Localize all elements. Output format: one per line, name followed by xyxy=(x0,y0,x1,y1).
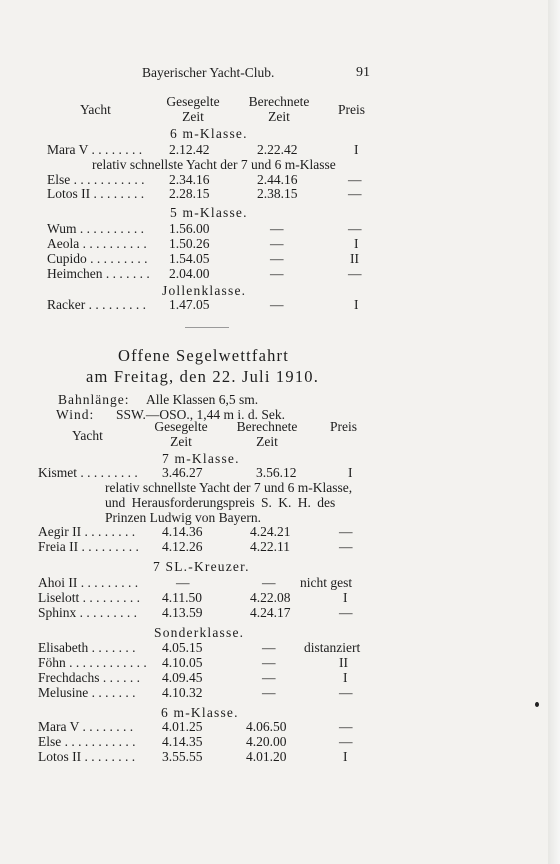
table-row: Kismet . . . . . . . . . 3.46.27 3.56.12 I xyxy=(38,465,353,480)
class-note: und Herausforderungspreis S. K. H. des xyxy=(105,495,336,510)
table-row: Mara V . . . . . . . . 4.01.25 4.06.50 — xyxy=(38,719,353,734)
col-prize: Preis xyxy=(338,102,365,117)
table-row: Racker . . . . . . . . . 1.47.05 — I xyxy=(47,297,359,312)
results-table-header xyxy=(0,419,548,451)
class-note: relativ schnellste Yacht der 7 und 6 m-Klasse xyxy=(92,157,336,172)
table-row: Melusine . . . . . . . 4.10.32 — — xyxy=(38,685,353,700)
col-calc-line2: Zeit xyxy=(256,434,278,449)
table-row: Else . . . . . . . . . . . 4.14.35 4.20.00 — xyxy=(38,734,353,749)
col-sailed-line1: Gesegelte xyxy=(166,94,220,109)
running-title: Bayerischer Yacht-Club. xyxy=(142,65,275,80)
col-calc-line2: Zeit xyxy=(268,109,290,124)
table-row: Aeola . . . . . . . . . . 1.50.26 — I xyxy=(47,236,359,251)
col-sailed-line2: Zeit xyxy=(182,109,204,124)
table-row: Lotos II . . . . . . . . 3.55.55 4.01.20 I xyxy=(38,749,348,764)
col-calc-time xyxy=(246,94,312,124)
results-table-header xyxy=(0,94,548,126)
table-row: Freia II . . . . . . . . . 4.12.26 4.22.11 — xyxy=(38,539,353,554)
page-number: 91 xyxy=(356,65,370,80)
col-yacht: Yacht xyxy=(72,428,103,443)
table-row: Frechdachs . . . . . . 4.09.45 — I xyxy=(38,670,348,685)
wind-info: Wind: SSW.—OSO., 1,44 m i. d. Sek. xyxy=(56,407,286,422)
table-row: Wum . . . . . . . . . . 1.56.00 — — xyxy=(47,221,362,236)
page-edge xyxy=(548,0,560,864)
class-heading: 7 m-Klasse. xyxy=(162,451,240,466)
col-calc-time xyxy=(234,419,300,449)
table-row: Heimchen . . . . . . . 2.04.00 — — xyxy=(47,266,362,281)
table-row: Elisabeth . . . . . . . 4.05.15 — distanziert xyxy=(38,640,361,655)
section-separator xyxy=(185,327,229,328)
col-prize: Preis xyxy=(330,419,357,434)
class-note: Prinzen Ludwig von Bayern. xyxy=(105,510,261,525)
table-row: Lotos II . . . . . . . . 2.28.15 2.38.15 — xyxy=(47,186,362,201)
col-calc-line1: Berechnete xyxy=(236,419,298,434)
class-heading: 7 SL.-Kreuzer. xyxy=(153,559,250,574)
table-row: Else . . . . . . . . . . . 2.34.16 2.44.16 — xyxy=(47,172,362,187)
print-speck xyxy=(535,702,539,707)
col-calc-line1: Berechnete xyxy=(248,94,310,109)
document-page: Bayerischer Yacht-Club. 91 Yacht Gesegelte Zeit Berechnete Zeit Preis 6 m-Klasse. Mara V . . . . . . . . 2.12.42 2.22.42 I relativ schnellste Yacht der 7 und 6 m-Klasse Else . . . . . . . . . . . 2.34.16 2.44.16 — Lotos II . . . . . . . . 2.28.15 2.38.15 — 5 m-Klasse. Wum . . . . . . . . . . 1.56.00 — — Aeola . . . . . . . . . . 1.50.26 — I Cupido . . . . . . . . . 1.54.05 — II Heimchen . . . . . . . 2.04.00 — — Jollenklasse. Racker . . . . . . . . . 1.47.05 — I Offene Segelwettfahrt am Freitag, den 22. Juli 1910. Bahnlänge: Alle Klassen 6,5 sm. Wind: SSW.—OSO., 1,44 m i. d. Sek. Yacht Gesegelte Zeit Berechnete Zeit Preis 7 m-Klasse. Kismet . . . . . . . . . 3.46.27 3.56.12 I relativ schnellste Yacht der 7 und 6 m-Klasse, und Herausforderungspreis S. K. H. des Prinzen Ludwig von Bayern. Aegir II . . . . . . . . 4.14.36 4.24.21 — Freia II . . . . . . . . . 4.12.26 4.22.11 — 7 SL.-Kreuzer. Ahoi II . . . . . . . . . — — nicht gest Liselott . . . . . . . . . 4.11.50 4.22.08 I Sphinx . . . . . . . . . 4.13.59 4.24.17 — Sonderklasse. Elisabeth . . . . . . . 4.05.15 — distanziert Föhn . . . . . . . . . . . . 4.10.05 — II Frechdachs . . . . . . 4.09.45 — I Melusine . . . . . . . 4.10.32 — — 6 m-Klasse. Mara V . . . . . . . . 4.01.25 4.06.50 — Else . . . . . . . . . . . 4.14.35 4.20.00 — Lotos II . . . . . . . . 3.55.55 4.01.20 I xyxy=(0,0,548,864)
table-row: Aegir II . . . . . . . . 4.14.36 4.24.21 — xyxy=(38,524,353,539)
class-heading: Jollenklasse. xyxy=(162,283,247,298)
table-row: Mara V . . . . . . . . 2.12.42 2.22.42 I xyxy=(47,142,359,157)
table-row: Sphinx . . . . . . . . . 4.13.59 4.24.17 — xyxy=(38,605,353,620)
col-sailed-time xyxy=(148,419,214,449)
table-row: Föhn . . . . . . . . . . . . 4.10.05 — II xyxy=(38,655,348,670)
class-heading: 6 m-Klasse. xyxy=(170,126,248,141)
course-length: Bahnlänge: Alle Klassen 6,5 sm. xyxy=(58,392,259,407)
col-sailed-time xyxy=(162,94,224,124)
col-yacht: Yacht xyxy=(80,102,111,117)
table-row: Ahoi II . . . . . . . . . — — nicht gest xyxy=(38,575,353,590)
col-sailed-line1: Gesegelte xyxy=(154,419,208,434)
class-note: relativ schnellste Yacht der 7 und 6 m-Klasse, xyxy=(105,480,353,495)
class-heading: Sonderklasse. xyxy=(154,625,245,640)
col-sailed-line2: Zeit xyxy=(170,434,192,449)
table-row: Liselott . . . . . . . . . 4.11.50 4.22.08 I xyxy=(38,590,348,605)
table-row: Cupido . . . . . . . . . 1.54.05 — II xyxy=(47,251,359,266)
class-heading: 6 m-Klasse. xyxy=(161,705,239,720)
class-heading: 5 m-Klasse. xyxy=(170,205,248,220)
